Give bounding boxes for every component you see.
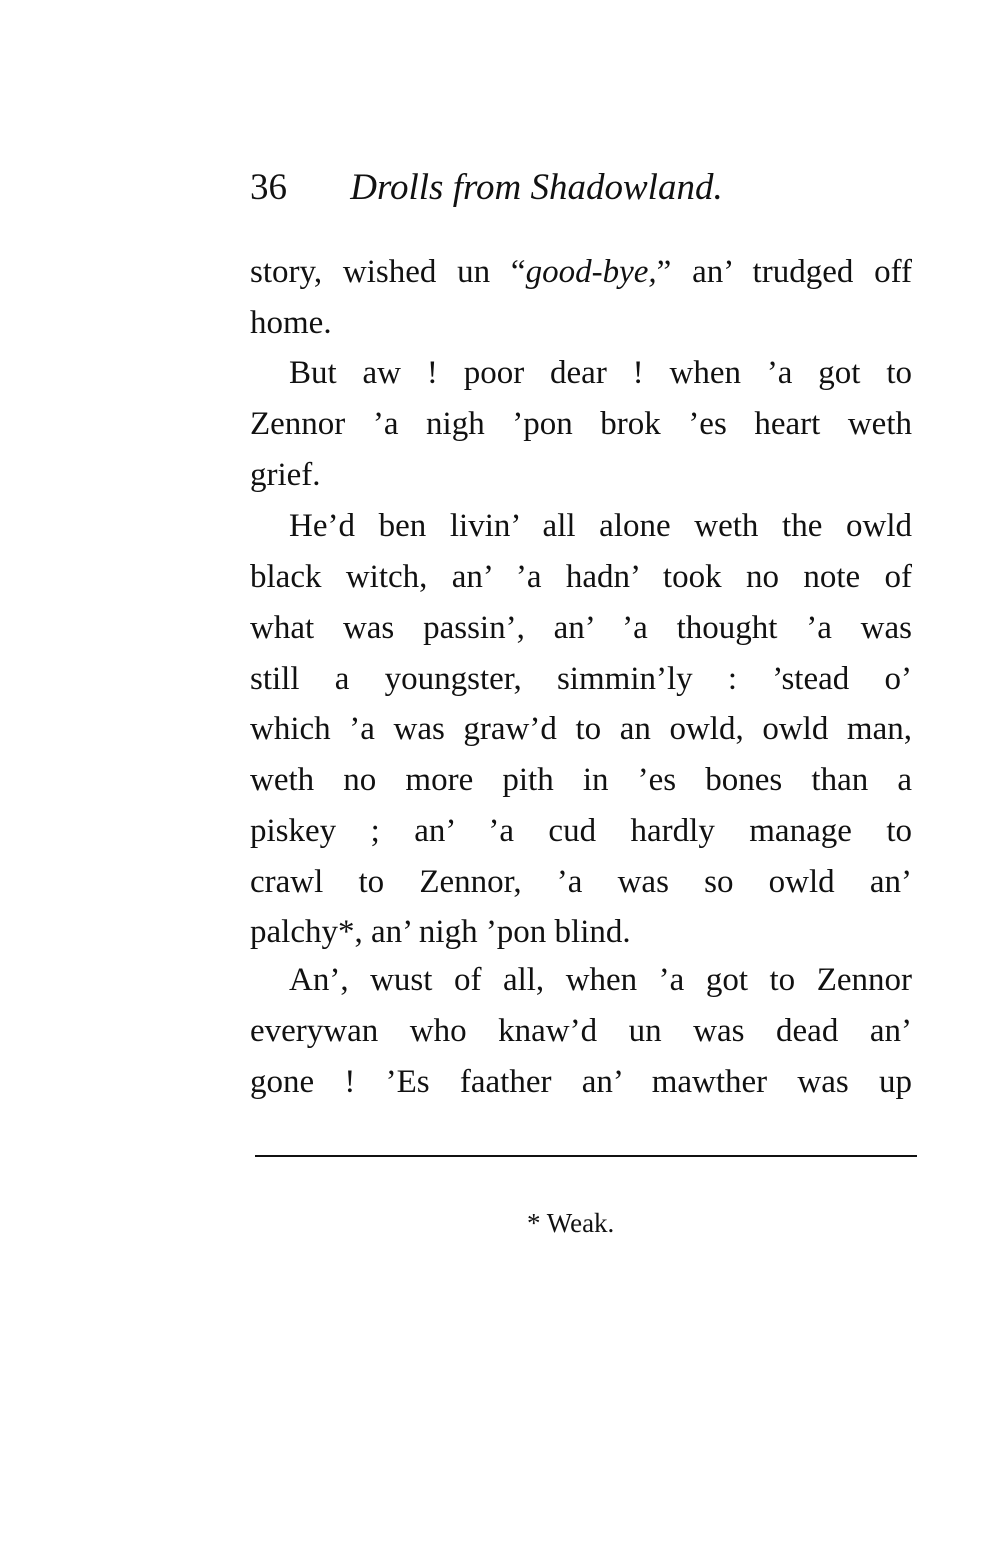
footnote-rule: [255, 1155, 917, 1157]
footnote: * Weak.: [527, 1208, 615, 1238]
text-line: gone ! ’Es faather an’ mawther was up: [250, 1064, 912, 1100]
text-line: Zennor ’a nigh ’pon brok ’es heart weth: [250, 406, 912, 442]
paragraph-start-line: But aw ! poor dear ! when ’a got to: [289, 355, 912, 391]
text-line: crawl to Zennor, ’a was so owld an’: [250, 864, 912, 900]
text-line: which ’a was graw’d to an owld, owld man,: [250, 711, 912, 747]
paragraph-start-line: An’, wust of all, when ’a got to Zennor: [289, 962, 912, 998]
text-line: black witch, an’ ’a hadn’ took no note of: [250, 559, 912, 595]
text-line: weth no more pith in ’es bones than a: [250, 762, 912, 798]
text-line: home.: [250, 305, 332, 341]
paragraph-start-line: He’d ben livin’ all alone weth the owld: [289, 508, 912, 544]
running-title: Drolls from Shadowland.: [350, 167, 723, 208]
text-line: grief.: [250, 457, 321, 493]
text-line: still a youngster, simmin’ly : ’stead o’: [250, 661, 912, 697]
running-head: [250, 158, 914, 218]
text-line: what was passin’, an’ ’a thought ’a was: [250, 610, 912, 646]
text-line: piskey ; an’ ’a cud hardly manage to: [250, 813, 912, 849]
page-number: 36: [250, 167, 287, 208]
text-line: story, wished un “good-bye,” an’ trudged off: [250, 254, 912, 290]
text-line: everywan who knaw’d un was dead an’: [250, 1013, 912, 1049]
emphasis: good-bye,: [525, 254, 657, 290]
text-line: palchy*, an’ nigh ’pon blind.: [250, 914, 631, 950]
